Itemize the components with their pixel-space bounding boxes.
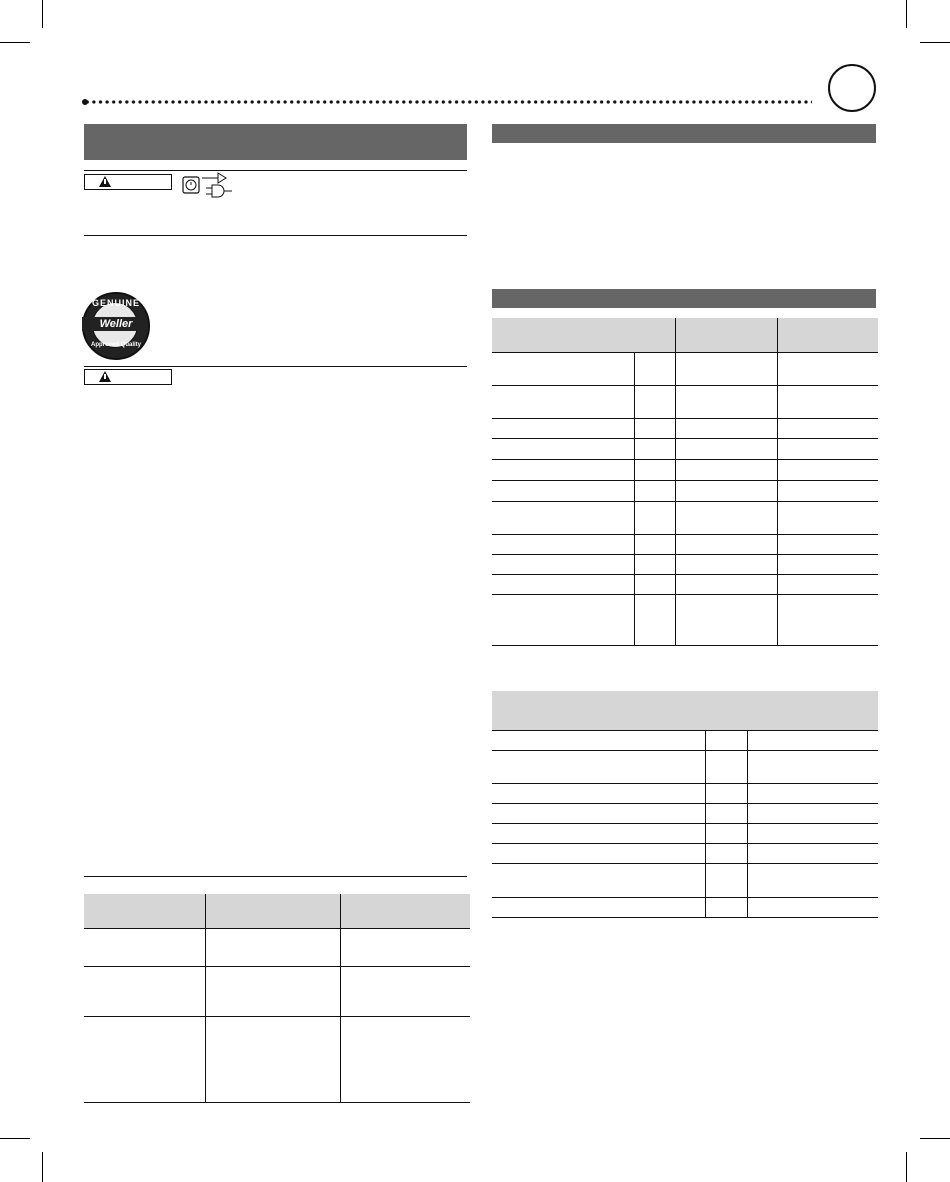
table-cell [635, 438, 676, 459]
table-cell [492, 554, 635, 574]
table-cell [84, 966, 206, 1016]
crop-mark-tr-h [920, 42, 950, 43]
right-section-header-bar-2 [492, 289, 876, 308]
clock-icon [182, 176, 200, 194]
table-cell [778, 534, 879, 554]
crop-mark-br-v [906, 1152, 907, 1182]
warning-triangle-icon [99, 371, 111, 382]
table-cell [778, 352, 879, 385]
table-row [84, 1016, 470, 1102]
badge-top-text: GENUINE [91, 298, 140, 308]
right-spec-table-2 [492, 691, 878, 918]
table-cell [635, 418, 676, 438]
table-cell [778, 385, 879, 418]
crop-mark-bl-v [42, 1152, 43, 1182]
table-cell [635, 594, 676, 645]
genuine-weller-badge [82, 292, 150, 360]
table-row [492, 783, 878, 803]
table-cell [706, 843, 748, 863]
table-cell [635, 534, 676, 554]
crop-mark-tr-v [906, 0, 907, 28]
table-cell [778, 501, 879, 534]
left-rule-2 [84, 235, 467, 236]
table-cell [492, 843, 706, 863]
table-cell [676, 385, 778, 418]
table-cell [492, 438, 635, 459]
table-header-cell [492, 318, 676, 352]
table-row [492, 803, 878, 823]
table-row [492, 438, 878, 459]
table-cell [492, 418, 635, 438]
table-cell [676, 438, 778, 459]
table-cell [492, 750, 706, 783]
table-cell [706, 750, 748, 783]
table-cell [635, 385, 676, 418]
table-cell [635, 459, 676, 480]
table-row [492, 574, 878, 594]
table-row [492, 385, 878, 418]
table-cell [778, 480, 879, 501]
table-cell [706, 897, 748, 917]
table-header-cell [676, 318, 778, 352]
table-cell [748, 843, 879, 863]
table-cell [676, 480, 778, 501]
table-cell [492, 863, 706, 897]
table-cell [676, 594, 778, 645]
table-cell [706, 803, 748, 823]
table-row [492, 897, 878, 917]
table-cell [492, 803, 706, 823]
table-cell [206, 928, 341, 966]
table-header-cell [778, 318, 879, 352]
crop-mark-tl-v [42, 0, 43, 28]
table-row [492, 730, 878, 750]
plug-icon [206, 184, 232, 198]
table-row [492, 750, 878, 783]
table-cell [676, 534, 778, 554]
table-row [492, 480, 878, 501]
warning-label-2 [84, 369, 172, 385]
table-cell [748, 803, 879, 823]
table-cell [676, 352, 778, 385]
table-cell [206, 966, 341, 1016]
table-cell [492, 480, 635, 501]
table-row [492, 863, 878, 897]
table-cell [341, 1016, 471, 1102]
table-header-cell [492, 691, 878, 730]
table-cell [748, 863, 879, 897]
table-cell [778, 459, 879, 480]
table-cell [635, 554, 676, 574]
left-rule-1 [84, 170, 467, 171]
left-section-header-bar [84, 124, 467, 160]
table-row [492, 352, 878, 385]
table-header-cell [341, 894, 471, 928]
table-cell [706, 823, 748, 843]
table-row [492, 691, 878, 730]
table-cell [635, 574, 676, 594]
crop-mark-br-h [920, 1138, 950, 1139]
table-cell [706, 730, 748, 750]
table-cell [706, 863, 748, 897]
table-header-cell [206, 894, 341, 928]
header-dotted-rule [84, 99, 812, 105]
crop-mark-bl-h [0, 1138, 30, 1139]
table-cell [492, 352, 635, 385]
table-cell [492, 501, 635, 534]
table-row [492, 501, 878, 534]
heat-arrow-icon [202, 172, 228, 184]
table-row [84, 928, 470, 966]
table-cell [84, 928, 206, 966]
table-row [492, 823, 878, 843]
table-cell [676, 459, 778, 480]
table-row [492, 594, 878, 645]
table-cell [748, 750, 879, 783]
table-cell [492, 897, 706, 917]
right-spec-table-1 [492, 318, 878, 646]
table-cell [778, 418, 879, 438]
table-cell [778, 554, 879, 574]
table-cell [492, 459, 635, 480]
table-cell [676, 574, 778, 594]
warning-label-1 [84, 174, 172, 190]
table-cell [748, 897, 879, 917]
left-bottom-table [84, 894, 470, 1103]
right-section-header-bar-1 [492, 124, 876, 143]
table-row [492, 418, 878, 438]
table-cell [706, 783, 748, 803]
table-row [84, 894, 470, 928]
badge-bottom-text: Approved Quality [90, 342, 141, 348]
table-cell [635, 501, 676, 534]
table-cell [748, 730, 879, 750]
table-row [492, 534, 878, 554]
table-cell [778, 594, 879, 645]
table-cell [206, 1016, 341, 1102]
table-cell [778, 574, 879, 594]
table-header-cell [84, 894, 206, 928]
table-cell [492, 534, 635, 554]
table-cell [492, 594, 635, 645]
left-rule-3 [84, 366, 467, 367]
table-cell [492, 730, 706, 750]
table-cell [748, 823, 879, 843]
left-rule-4 [84, 876, 467, 877]
table-cell [84, 1016, 206, 1102]
table-cell [492, 823, 706, 843]
table-row [492, 459, 878, 480]
table-cell [748, 783, 879, 803]
table-cell [492, 574, 635, 594]
table-row [84, 966, 470, 1016]
language-circle [828, 64, 876, 112]
badge-brand-text: Weller [99, 318, 133, 330]
table-cell [676, 554, 778, 574]
table-cell [676, 501, 778, 534]
table-cell [341, 928, 471, 966]
table-cell [635, 480, 676, 501]
table-cell [778, 438, 879, 459]
table-cell [492, 783, 706, 803]
crop-mark-tl-h [0, 42, 30, 43]
table-row [492, 843, 878, 863]
table-cell [676, 418, 778, 438]
warning-triangle-icon [99, 176, 111, 187]
table-cell [492, 385, 635, 418]
table-cell [341, 966, 471, 1016]
table-row [492, 554, 878, 574]
table-row [492, 318, 878, 352]
table-cell [635, 352, 676, 385]
